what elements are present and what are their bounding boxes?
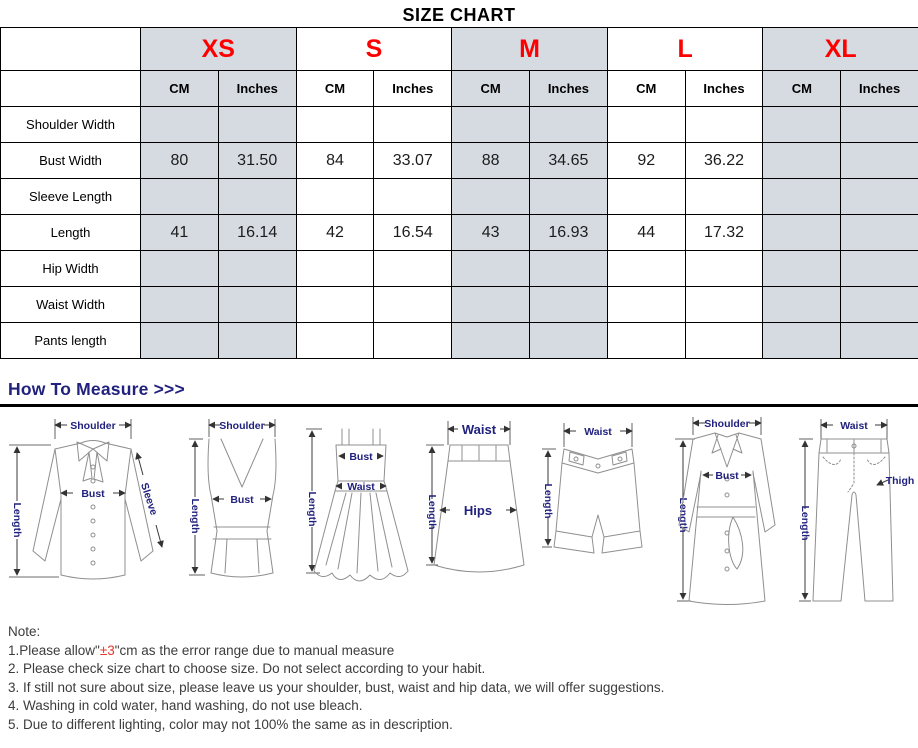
note-item-4: 4. Washing in cold water, hand washing, do not use bleach. bbox=[8, 698, 363, 713]
size-cell bbox=[841, 287, 918, 323]
corner-cell bbox=[1, 28, 141, 71]
size-cell bbox=[607, 179, 685, 215]
size-cell bbox=[452, 323, 530, 359]
size-cell bbox=[841, 107, 918, 143]
table-row bbox=[1, 323, 918, 359]
how-to-measure-heading: How To Measure >>> bbox=[8, 379, 185, 399]
size-cell: 43 bbox=[452, 215, 530, 251]
row-label: Length bbox=[1, 215, 141, 251]
size-cell bbox=[452, 179, 530, 215]
size-cell bbox=[685, 323, 763, 359]
table-row bbox=[1, 251, 918, 287]
size-cell bbox=[763, 251, 841, 287]
size-cell bbox=[452, 107, 530, 143]
error-range-highlight: ±3 bbox=[99, 642, 115, 658]
notes-heading: Note: bbox=[8, 624, 41, 639]
size-cell bbox=[374, 323, 452, 359]
note-item-3: 3. If still not sure about size, please leave us your shoulder, bust, waist and hip data, we will offer suggestions. bbox=[8, 679, 665, 695]
size-cell bbox=[607, 323, 685, 359]
size-cell: 36.22 bbox=[685, 143, 763, 179]
table-row bbox=[1, 287, 918, 323]
size-cell: 88 bbox=[452, 143, 530, 179]
size-cell: 16.93 bbox=[530, 215, 608, 251]
size-cell: 31.50 bbox=[218, 143, 296, 179]
size-cell bbox=[374, 287, 452, 323]
unit-header-cm: CM bbox=[296, 71, 374, 107]
size-cell bbox=[607, 251, 685, 287]
tank-top-figure bbox=[183, 415, 301, 613]
size-cell bbox=[374, 107, 452, 143]
pants-waist-label: Waist bbox=[840, 420, 868, 432]
size-cell: 16.54 bbox=[374, 215, 452, 251]
blouse-sleeve-label: Sleeve bbox=[138, 481, 160, 517]
size-cell bbox=[607, 107, 685, 143]
size-cell bbox=[763, 107, 841, 143]
unit-header-cm: CM bbox=[452, 71, 530, 107]
coat-shoulder-label: Shoulder bbox=[704, 418, 751, 430]
tank-length-label: Length bbox=[188, 498, 201, 534]
size-cell bbox=[685, 179, 763, 215]
page-title: SIZE CHART bbox=[402, 5, 516, 25]
size-cell: 42 bbox=[296, 215, 374, 251]
size-cell bbox=[841, 323, 918, 359]
unit-header-inches: Inches bbox=[530, 71, 608, 107]
dress-bust-label: Bust bbox=[349, 451, 373, 463]
size-cell: 44 bbox=[607, 215, 685, 251]
size-cell bbox=[296, 323, 374, 359]
coat-bust-label: Bust bbox=[715, 470, 739, 482]
size-cell bbox=[763, 323, 841, 359]
table-row bbox=[1, 215, 918, 251]
size-cell: 33.07 bbox=[374, 143, 452, 179]
size-cell bbox=[374, 251, 452, 287]
note-item-2: 2. Please check size chart to choose size. Do not select according to your habit. bbox=[8, 661, 486, 676]
size-cell bbox=[452, 251, 530, 287]
unit-header-inches: Inches bbox=[374, 71, 452, 107]
shorts-length-label: Length bbox=[541, 483, 554, 519]
size-cell bbox=[218, 251, 296, 287]
size-cell bbox=[218, 107, 296, 143]
size-cell bbox=[841, 179, 918, 215]
size-cell bbox=[218, 287, 296, 323]
size-cell bbox=[374, 179, 452, 215]
blouse-bust-label: Bust bbox=[81, 488, 105, 500]
size-cell bbox=[218, 323, 296, 359]
size-cell bbox=[530, 179, 608, 215]
unit-corner-cell bbox=[1, 71, 141, 107]
size-cell: 41 bbox=[141, 215, 219, 251]
size-cell bbox=[141, 251, 219, 287]
size-cell bbox=[763, 179, 841, 215]
note-item-5: 5. Due to different lighting, color may not 100% the same as in description. bbox=[8, 716, 453, 732]
size-cell bbox=[218, 179, 296, 215]
shorts-figure bbox=[536, 415, 654, 613]
size-table bbox=[0, 27, 918, 359]
dress-figure bbox=[302, 415, 420, 613]
size-header-s: S bbox=[296, 28, 452, 71]
size-cell bbox=[141, 107, 219, 143]
notes bbox=[0, 615, 918, 734]
row-label: Sleeve Length bbox=[1, 179, 141, 215]
unit-header-inches: Inches bbox=[685, 71, 763, 107]
size-cell bbox=[452, 287, 530, 323]
tank-shoulder-label: Shoulder bbox=[218, 420, 265, 432]
skirt-length-label: Length bbox=[425, 494, 438, 530]
size-cell bbox=[763, 215, 841, 251]
size-cell bbox=[763, 143, 841, 179]
tank-bust-label: Bust bbox=[229, 494, 254, 506]
dress-waist-label: Waist bbox=[347, 481, 376, 493]
size-header-m: M bbox=[452, 28, 608, 71]
pants-thigh-label: Thigh bbox=[885, 475, 915, 487]
size-cell bbox=[296, 179, 374, 215]
blouse-shoulder-label: Shoulder bbox=[70, 420, 116, 432]
size-cell: 17.32 bbox=[685, 215, 763, 251]
unit-header-cm: CM bbox=[607, 71, 685, 107]
size-header-l: L bbox=[607, 28, 763, 71]
dress-length-label: Length bbox=[306, 491, 319, 527]
row-label: Shoulder Width bbox=[1, 107, 141, 143]
unit-header-cm: CM bbox=[763, 71, 841, 107]
skirt-waist-label: Waist bbox=[461, 422, 497, 437]
size-cell bbox=[841, 215, 918, 251]
size-header-xs: XS bbox=[141, 28, 297, 71]
table-row bbox=[1, 179, 918, 215]
size-cell bbox=[530, 287, 608, 323]
size-cell: 34.65 bbox=[530, 143, 608, 179]
blouse-figure bbox=[3, 415, 181, 613]
size-cell bbox=[141, 323, 219, 359]
size-cell bbox=[296, 107, 374, 143]
size-cell bbox=[685, 251, 763, 287]
size-cell bbox=[841, 143, 918, 179]
row-label: Waist Width bbox=[1, 287, 141, 323]
size-header-xl: XL bbox=[763, 28, 918, 71]
size-cell bbox=[685, 107, 763, 143]
measure-figures bbox=[0, 407, 918, 615]
blouse-length-label: Length bbox=[11, 502, 23, 538]
size-cell bbox=[296, 287, 374, 323]
unit-header-cm: CM bbox=[141, 71, 219, 107]
size-cell: 80 bbox=[141, 143, 219, 179]
size-cell bbox=[141, 287, 219, 323]
row-label: Hip Width bbox=[1, 251, 141, 287]
unit-header-inches: Inches bbox=[841, 71, 918, 107]
size-cell bbox=[607, 287, 685, 323]
size-cell: 84 bbox=[296, 143, 374, 179]
coat-figure bbox=[655, 415, 793, 613]
size-cell bbox=[841, 251, 918, 287]
size-cell: 16.14 bbox=[218, 215, 296, 251]
row-label: Bust Width bbox=[1, 143, 141, 179]
pants-length-label: Length bbox=[798, 505, 811, 541]
size-cell bbox=[530, 323, 608, 359]
size-cell bbox=[141, 179, 219, 215]
shorts-waist-label: Waist bbox=[583, 426, 612, 438]
skirt-hips-label: Hips bbox=[463, 503, 493, 518]
size-cell bbox=[530, 107, 608, 143]
size-cell bbox=[530, 251, 608, 287]
skirt-figure bbox=[422, 415, 534, 613]
unit-header-inches: Inches bbox=[218, 71, 296, 107]
table-row bbox=[1, 143, 918, 179]
size-cell bbox=[296, 251, 374, 287]
coat-length-label: Length bbox=[677, 497, 690, 533]
table-row bbox=[1, 107, 918, 143]
size-cell: 92 bbox=[607, 143, 685, 179]
size-cell bbox=[685, 287, 763, 323]
note-item-1: 1.Please allow"±3"cm as the error range due to manual measure bbox=[8, 642, 395, 658]
pants-figure bbox=[795, 415, 915, 613]
size-cell bbox=[763, 287, 841, 323]
row-label: Pants length bbox=[1, 323, 141, 359]
